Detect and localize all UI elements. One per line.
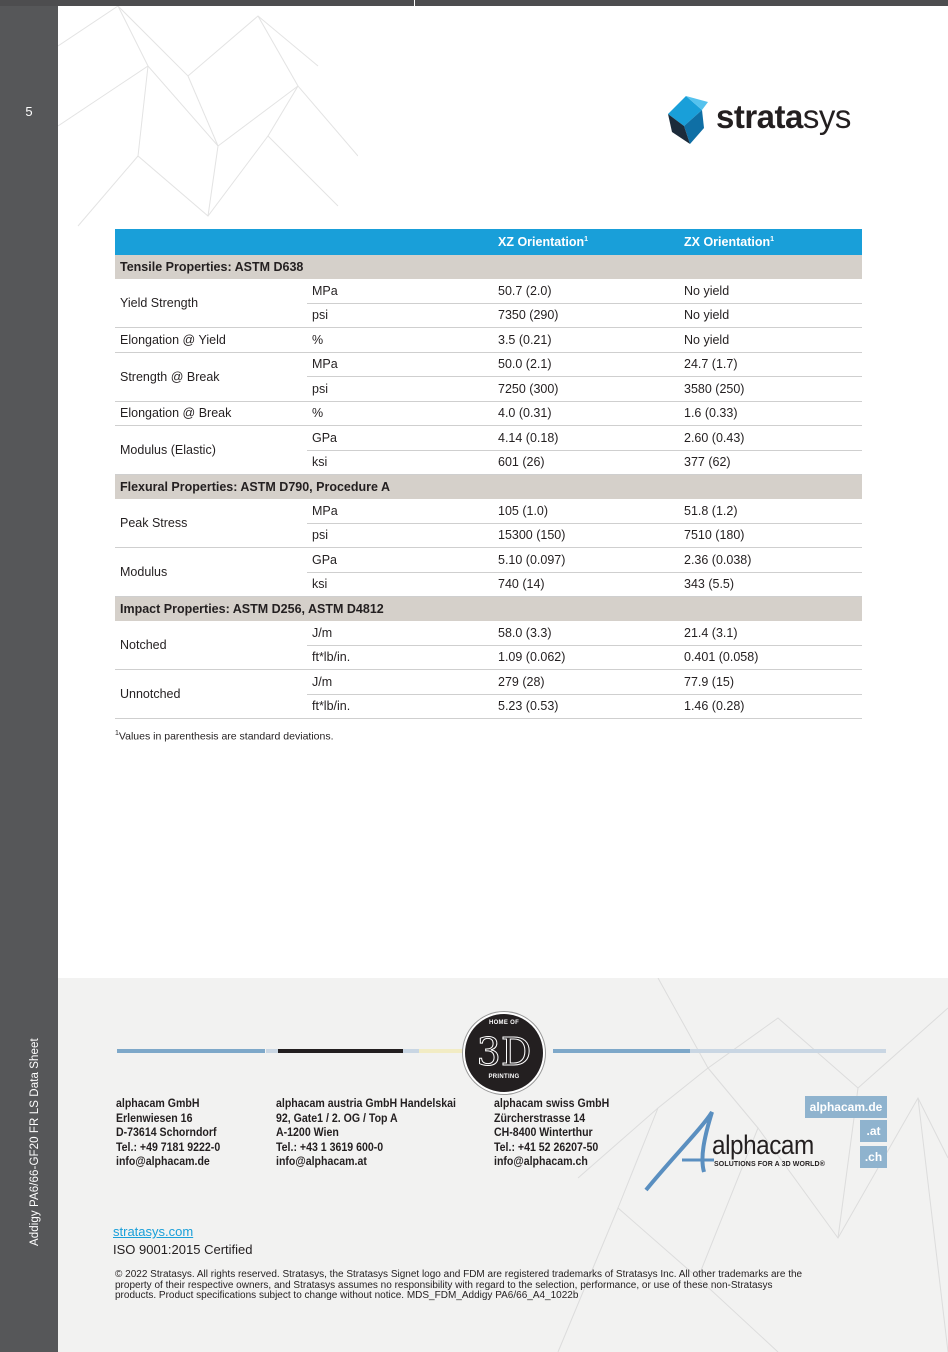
section-header [115,597,862,622]
stripe-yellow [419,1049,463,1053]
stripe-light [266,1049,278,1053]
zx-value: No yield [679,328,862,353]
unit-cell: psi [307,377,493,402]
xz-value: 58.0 (3.3) [493,621,679,645]
unit-cell: % [307,401,493,426]
address-switzerland: alphacam swiss GmbH Zürcherstrasse 14 CH-8400 Winterthur Tel.: +41 52 26207-50 info@alphacam.ch [494,1098,610,1168]
background-pattern [58,6,358,236]
table-row [115,426,862,451]
xz-value: 3.5 (0.21) [493,328,679,353]
zx-value: 3580 (250) [679,377,862,402]
properties-table [115,229,862,719]
unit-cell: ft*lb/in. [307,694,493,719]
table-row [115,548,862,573]
stratasys-site-link[interactable]: stratasys.com [113,1224,194,1239]
zx-value: 343 (5.5) [679,572,862,597]
document-title: Addigy PA6/66-GF20 FR LS Data Sheet [29,1038,41,1246]
unit-cell: psi [307,303,493,328]
header-zx: ZX Orientation$^1$ [679,229,862,255]
section-title: Tensile Properties: ASTM D638 [115,255,862,279]
alphacam-ch-link[interactable]: .ch [860,1146,887,1168]
property-name: Strength @ Break [115,352,307,401]
address-germany: alphacam GmbH Erlenwiesen 16 D-73614 Schorndorf Tel.: +49 7181 9222-0 info@alphacam.de [116,1098,221,1168]
zx-value: No yield [679,303,862,328]
property-name: Yield Strength [115,279,307,328]
unit-cell: % [307,328,493,353]
property-name: Unnotched [115,670,307,719]
address-austria: alphacam austria GmbH Handelskai 92, Gate1 / 2. OG / Top A A-1200 Wien Tel.: +43 1 3619 600-0 info@alphacam.at [276,1098,456,1168]
zx-value: 7510 (180) [679,523,862,548]
copyright-text: © 2022 Stratasys. All rights reserved. Stratasys, the Stratasys Signet logo and FDM are registered trademarks of Stratasys Inc. All other trademarks are the property of their respective owners, and Stratasys assumes no responsibility with regard to the selection, performance, or use of these non-Stratasys products. Product specifications subject to change without notice. MDS_FDM_Addigy PA6/66_A4_1022b [115,1269,803,1301]
unit-cell: GPa [307,548,493,573]
unit-cell: MPa [307,279,493,303]
xz-value: 15300 (150) [493,523,679,548]
section-title: Impact Properties: ASTM D256, ASTM D4812 [115,597,862,622]
table-row [115,621,862,645]
xz-value: 7350 (290) [493,303,679,328]
xz-value: 5.10 (0.097) [493,548,679,573]
unit-cell: ksi [307,572,493,597]
zx-value: 21.4 (3.1) [679,621,862,645]
xz-value: 601 (26) [493,450,679,475]
table-row [115,499,862,523]
stripe-blue-2 [553,1049,690,1053]
unit-cell: GPa [307,426,493,451]
xz-value: 740 (14) [493,572,679,597]
unit-cell: ft*lb/in. [307,645,493,670]
unit-cell: psi [307,523,493,548]
zx-value: 1.46 (0.28) [679,694,862,719]
unit-cell: ksi [307,450,493,475]
zx-value: 77.9 (15) [679,670,862,695]
property-name: Notched [115,621,307,670]
alphacam-logo-text: alphacam [712,1130,814,1160]
header-property [115,229,307,255]
zx-value: 377 (62) [679,450,862,475]
zx-value: 1.6 (0.33) [679,401,862,426]
unit-cell: MPa [307,352,493,377]
stripe-light-3 [690,1049,886,1053]
zx-value: 51.8 (1.2) [679,499,862,523]
property-name: Peak Stress [115,499,307,548]
table-row [115,279,862,303]
footnote: $^1$Values in parenthesis are standard deviations. [115,730,334,743]
property-name: Modulus [115,548,307,597]
stripe-light-2 [403,1049,419,1053]
table-header [115,229,862,255]
xz-value: 50.0 (2.1) [493,352,679,377]
xz-value: 279 (28) [493,670,679,695]
zx-value: No yield [679,279,862,303]
alphacam-at-link[interactable]: .at [860,1120,887,1142]
table-row [115,352,862,377]
xz-value: 105 (1.0) [493,499,679,523]
header-xz: XZ Orientation$^1$ [493,229,679,255]
xz-value: 1.09 (0.062) [493,645,679,670]
home-of-3d-printing-badge: HOME OF 3D PRINTING [463,1012,545,1094]
unit-cell: MPa [307,499,493,523]
stripe-black [278,1049,403,1053]
property-name: Modulus (Elastic) [115,426,307,475]
xz-value: 4.0 (0.31) [493,401,679,426]
section-header [115,255,862,279]
unit-cell: J/m [307,670,493,695]
stratasys-logo-text: stratasys [716,98,851,135]
zx-value: 2.36 (0.038) [679,548,862,573]
property-name: Elongation @ Break [115,401,307,426]
alphacam-de-link[interactable]: alphacam.de [805,1096,887,1118]
table-row [115,328,862,353]
xz-value: 4.14 (0.18) [493,426,679,451]
page-number: 5 [25,104,33,119]
stripe-blue-1 [117,1049,265,1053]
zx-value: 24.7 (1.7) [679,352,862,377]
section-header [115,475,862,500]
section-title: Flexural Properties: ASTM D790, Procedure A [115,475,862,500]
property-name: Elongation @ Yield [115,328,307,353]
xz-value: 5.23 (0.53) [493,694,679,719]
unit-cell: J/m [307,621,493,645]
zx-value: 2.60 (0.43) [679,426,862,451]
iso-certification: ISO 9001:2015 Certified [113,1242,253,1257]
table-row [115,401,862,426]
xz-value: 50.7 (2.0) [493,279,679,303]
header-unit [307,229,493,255]
table-row [115,670,862,695]
zx-value: 0.401 (0.058) [679,645,862,670]
xz-value: 7250 (300) [493,377,679,402]
alphacam-tagline: SOLUTIONS FOR A 3D WORLD® [714,1161,825,1168]
